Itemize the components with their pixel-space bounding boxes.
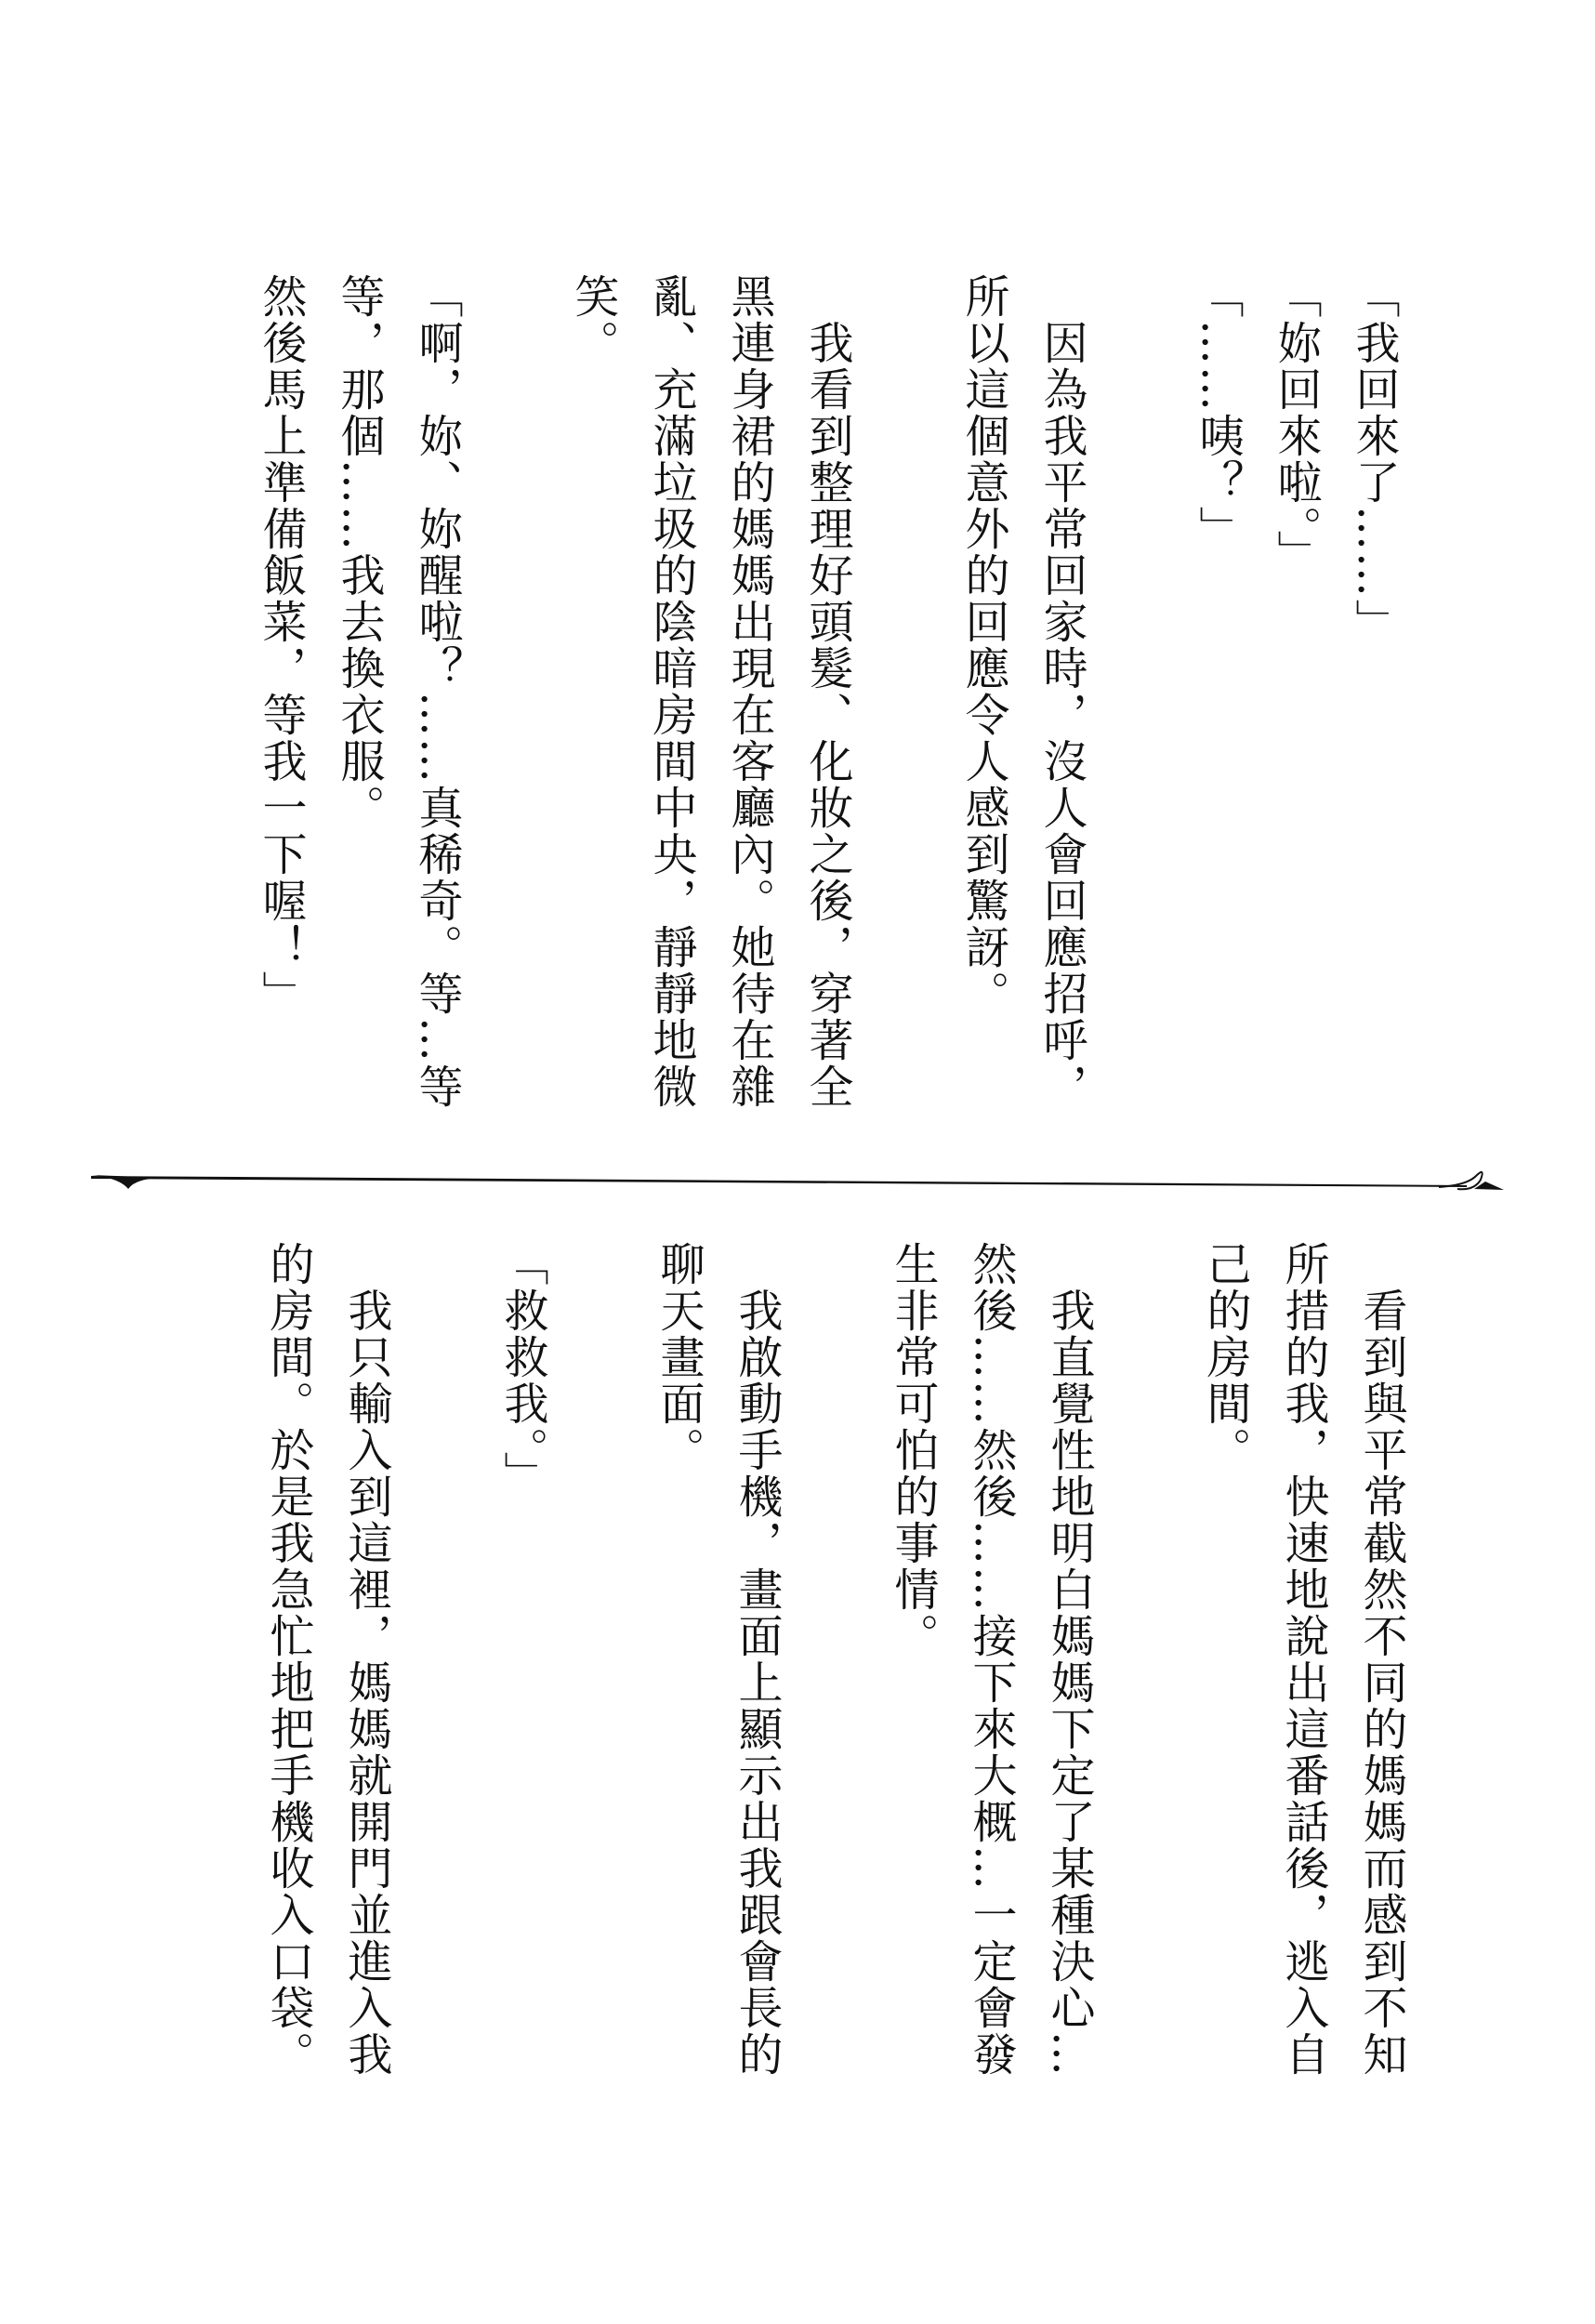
dialogue-line: 「我回來了……」 bbox=[1348, 273, 1400, 645]
dialogue-line: 「妳回來啦。」 bbox=[1270, 273, 1322, 576]
narration-line: 黑連身裙的媽媽出現在客廳內。她待在雜 bbox=[723, 273, 775, 1110]
dialogue-line: 等，那個……我去換衣服。 bbox=[333, 273, 385, 831]
paragraph-group bbox=[242, 273, 476, 1110]
narration-line: 我啟動手機，畫面上顯示出我跟會長的 bbox=[731, 1287, 783, 2078]
paragraph-group bbox=[944, 273, 1101, 1110]
narration-line: 看到與平常截然不同的媽媽而感到不知 bbox=[1355, 1287, 1407, 2078]
narration-line: 所措的我，快速地說出這番話後，逃入自 bbox=[1277, 1241, 1329, 2078]
dialogue-line: 然後馬上準備飯菜，等我一下喔！」 bbox=[255, 273, 307, 1017]
paragraph-group bbox=[1186, 1241, 1420, 2078]
narration-line: 聊天畫面。 bbox=[652, 1241, 705, 1473]
bottom-text-section bbox=[249, 1241, 1420, 2078]
narration-line: 己的房間。 bbox=[1199, 1241, 1251, 1473]
dialogue-line: 「……咦？」 bbox=[1192, 273, 1244, 552]
narration-line: 亂、充滿垃圾的陰暗房間中央，靜靜地微 bbox=[645, 273, 697, 1110]
top-text-section bbox=[242, 273, 1413, 1110]
paragraph-group bbox=[249, 1241, 405, 2078]
narration-line: 我看到整理好頭髮、化妝之後，穿著全 bbox=[801, 320, 853, 1110]
narration-line: 我只輸入到這裡，媽媽就開門並進入我 bbox=[340, 1287, 392, 2078]
narration-line: 我直覺性地明白媽媽下定了某種決心… bbox=[1043, 1287, 1095, 2078]
narration-line: 笑。 bbox=[567, 273, 619, 366]
paragraph-group bbox=[554, 273, 866, 1110]
paragraph-group bbox=[1179, 273, 1413, 1091]
narration-line: 的房間。於是我急忙地把手機收入口袋。 bbox=[262, 1241, 314, 2078]
narration-line: 生非常可怕的事情。 bbox=[887, 1241, 939, 1659]
dialogue-line: 「救救我。」 bbox=[496, 1241, 548, 1498]
dialogue-line: 「啊，妳、妳醒啦？……真稀奇。等…等 bbox=[411, 273, 463, 1110]
paragraph-group bbox=[639, 1241, 796, 2078]
narration-line: 因為我平常回家時，沒人會回應招呼， bbox=[1035, 320, 1088, 1110]
narration-line: 所以這個意外的回應令人感到驚訝。 bbox=[957, 273, 1009, 1017]
narration-line: 然後……然後……接下來大概…一定會發 bbox=[965, 1241, 1017, 2078]
paragraph-group bbox=[483, 1241, 561, 2059]
scene-break-divider bbox=[91, 1167, 1504, 1204]
paragraph-group bbox=[874, 1241, 1108, 2078]
